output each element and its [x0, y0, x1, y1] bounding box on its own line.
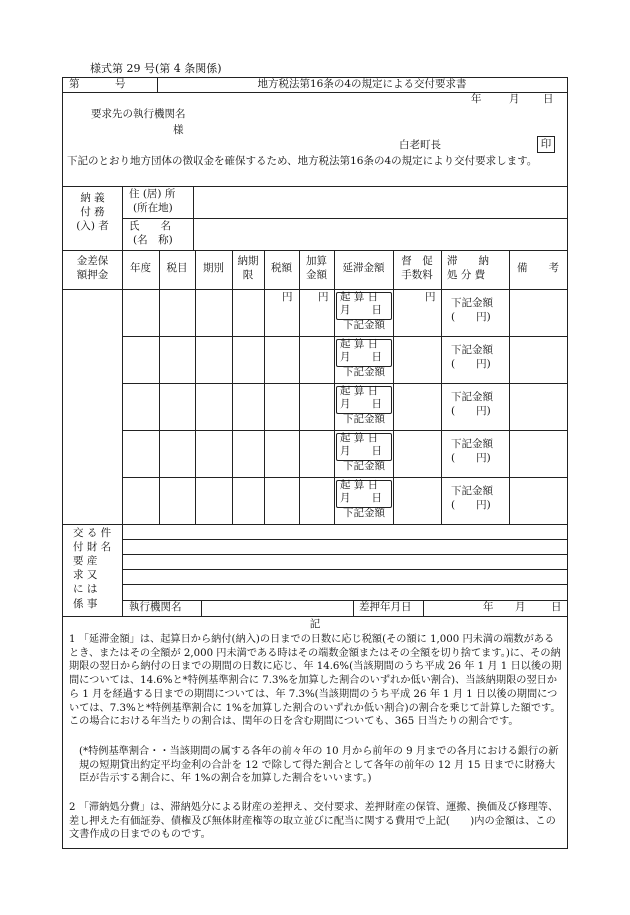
taxpayer-label-mid: 付 務 — [80, 206, 105, 218]
disposal-yen: ( 円) — [451, 452, 491, 464]
disposal-yen: ( 円) — [451, 311, 491, 323]
col-deposit-header-sub: 額押金 — [76, 269, 109, 281]
disposal-below-amount: 下記金額 — [451, 344, 493, 356]
property-label-line: 求 又 — [73, 569, 98, 581]
calc-month-day: 月 日 — [340, 398, 382, 410]
document-title: 地方税法第16条の4の規定による交付要求書 — [257, 78, 467, 90]
note-disposal-cost: 2 「滞納処分費」は、滞納処分による財産の差押え、交付要求、差押財産の保管、運搬、換価及び修理等、差し押えた有価証券、債権及び無体財産権等の取立並びに配当に関する費用で上記( )内の金額は、この文書作成の日までのものです。 — [69, 802, 559, 841]
col-tax-item-header: 税目 — [166, 262, 188, 274]
calc-start-day: 起 算 日 — [340, 432, 379, 444]
seizure-month: 月 — [515, 601, 526, 613]
taxpayer-label-bottom: (入) 者 — [76, 220, 109, 232]
form-number-label: 様式第 29 号(第 4 条関係) — [90, 62, 222, 75]
calc-start-day: 起 算 日 — [340, 385, 379, 397]
date-day: 日 — [543, 93, 554, 105]
col-disposal-header: 滞 納 — [447, 255, 489, 267]
calc-below-amount: 下記金額 — [343, 366, 385, 378]
calc-below-amount: 下記金額 — [343, 413, 385, 425]
property-label-line: 交 る 件 — [73, 527, 112, 539]
col-delinquency-header: 延滞金額 — [342, 262, 385, 274]
notes-heading: 記 — [309, 618, 321, 630]
col-disposal-header-sub: 処 分 費 — [447, 269, 486, 281]
addition-unit: 円 — [318, 291, 329, 303]
disposal-yen: ( 円) — [451, 405, 491, 417]
name-label: 氏 名 — [129, 220, 171, 232]
calc-month-day: 月 日 — [340, 445, 382, 457]
col-due-header: 納期 — [237, 255, 259, 267]
recipient-label: 要求先の執行機関名 — [91, 108, 186, 120]
document-number-prefix: 第 — [69, 78, 80, 90]
calc-below-amount: 下記金額 — [343, 319, 385, 331]
property-label-line: 係 事 — [73, 598, 98, 610]
address-label-sub: (所在地) — [133, 202, 173, 214]
col-deposit-header: 金差保 — [76, 255, 109, 267]
col-fee-header-sub: 手数料 — [401, 269, 433, 281]
calc-month-day: 月 日 — [340, 351, 382, 363]
note-special-rate: (*特例基準割合・・当該期間の属する各年の前々年の 10 月から前年の 9 月までの各月における銀行の新規の短期貸出約定平均金利の合計を 12 で除して得た割合として各年の前年の 12 月 15 日までに財務大臣が告示する割合に、年 1%の割合を加算した割合をいいます。) — [79, 746, 559, 785]
calc-month-day: 月 日 — [340, 492, 382, 504]
col-year-header: 年度 — [130, 262, 151, 274]
calc-start-day: 起 算 日 — [340, 479, 379, 491]
seizure-day: 日 — [551, 601, 562, 613]
disposal-below-amount: 下記金額 — [451, 485, 493, 497]
property-label-line: に は — [73, 583, 98, 595]
name-label-sub: (名 称) — [133, 234, 173, 246]
document-number-suffix: 号 — [115, 78, 126, 90]
disposal-below-amount: 下記金額 — [451, 438, 493, 450]
tax-amount-unit: 円 — [282, 291, 293, 303]
date-month: 月 — [509, 93, 520, 105]
calc-below-amount: 下記金額 — [343, 507, 385, 519]
seal-mark: 印 — [537, 136, 555, 153]
col-addition-header: 加算 — [306, 255, 327, 267]
sender-name: 白老町長 — [399, 139, 441, 151]
calc-start-day: 起 算 日 — [340, 291, 379, 303]
fee-unit: 円 — [425, 291, 436, 303]
date-year: 年 — [471, 93, 482, 105]
col-remarks-header: 備 考 — [517, 262, 559, 274]
calc-below-amount: 下記金額 — [343, 460, 385, 472]
request-intro: 下記のとおり地方団体の徴収金を確保するため、地方税法第16条の4の規定により交付要求します。 — [67, 155, 538, 167]
seizure-date-label: 差押年月日 — [359, 601, 412, 613]
agency-label: 執行機関名 — [129, 601, 182, 613]
address-label: 住 (居) 所 — [129, 188, 176, 200]
calc-month-day: 月 日 — [340, 304, 382, 316]
col-tax-amount-header: 税額 — [271, 262, 292, 274]
col-period-header: 期別 — [203, 262, 224, 274]
property-label-line: 要 産 — [73, 555, 98, 567]
recipient-honorific: 様 — [173, 124, 184, 136]
disposal-below-amount: 下記金額 — [451, 297, 493, 309]
calc-start-day: 起 算 日 — [340, 338, 379, 350]
note-delinquency: 1 「延滞金額」は、起算日から納付(納入)の日までの日数に応じ税額(その額に 1,000 円未満の端数があるとき、またはその全額が 2,000 円未満である時はその端数金額またはその全額を切り捨てます。)に、その納期限の翌日から納付の日までの期間の日数に応じ、年 14.6%(当該期間のうち平成 26 年 1 月 1 日以後の期間については、14.6%と*特例基準割合に 7.3%を加算した割合のいずれか低い割合)、当該納期限の翌日から 1 月を経過する日までの期間については、年 7.3%(当該期間のうち平成 26 年 1 月 1 日以後の期間については、7.3%と*特例基準割合に 1%を加算した割合のいずれか低い割合)の割合を乗じて計算した額です。この場合における年当たりの割合は、閏年の日を含む期間についても、365 日当たりの割合です。 — [69, 634, 562, 728]
taxpayer-label-top: 納 義 — [80, 192, 105, 204]
disposal-below-amount: 下記金額 — [451, 391, 493, 403]
seizure-year: 年 — [483, 601, 494, 613]
property-label-line: 付 財 名 — [73, 541, 112, 553]
disposal-yen: ( 円) — [451, 358, 491, 370]
col-addition-header-sub: 金額 — [306, 269, 327, 281]
col-fee-header: 督 促 — [401, 255, 433, 267]
col-due-header-sub: 限 — [242, 269, 254, 281]
request-form — [62, 77, 568, 849]
disposal-yen: ( 円) — [451, 499, 491, 511]
